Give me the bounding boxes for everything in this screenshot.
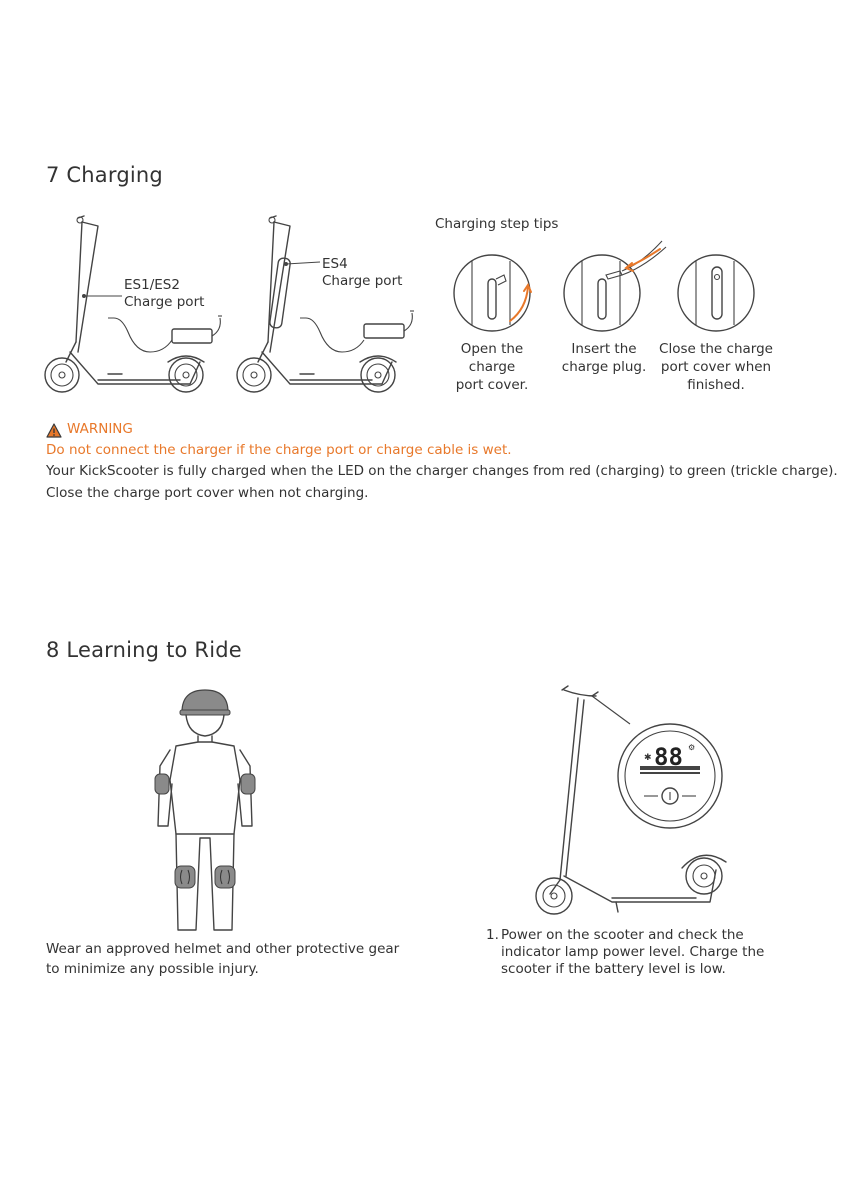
riding-section-title: 8 Learning to Ride [46,638,242,662]
charging-section-title: 7 Charging [46,163,163,187]
warning-heading: WARNING [67,421,133,437]
scooter-es4-illustration [232,212,422,397]
step-insert-plug-illustration [562,253,672,333]
riding-step-1-number: 1. [486,927,499,943]
charging-tips-title: Charging step tips [435,216,559,232]
es1-charge-port-label: Charge port [124,294,205,310]
riding-step-1-line-3: scooter if the battery level is low. [501,961,726,977]
es4-charge-port-label: Charge port [322,273,403,289]
step-2-caption: Insert the charge plug. [561,341,647,375]
charging-info-line-1: Your KickScooter is fully charged when the LED on the charger changes from red (charging) to green (trickle charge). [46,463,838,479]
step-open-cover-illustration [452,253,532,333]
protective-gear-line-2: to minimize any possible injury. [46,961,259,977]
scooter-dashboard-illustration [520,680,760,920]
rider-protective-gear-illustration [150,686,260,936]
es1-model-label: ES1/ES2 [124,277,180,293]
warning-text: Do not connect the charger if the charge port or charge cable is wet. [46,442,512,458]
step-3-caption: Close the charge port cover when finished. [659,341,773,393]
charging-info-line-2: Close the charge port cover when not charging. [46,485,369,501]
step-1-caption: Open the charge port cover. [455,341,529,393]
protective-gear-line-1: Wear an approved helmet and other protective gear [46,941,400,957]
step-close-cover-illustration [676,253,756,333]
warning-icon [46,423,62,438]
riding-step-1-line-2: indicator lamp power level. Charge the [501,944,765,960]
dashboard-speed-digits: 88 [654,743,683,771]
svg-text:⚙: ⚙ [688,743,696,752]
svg-text:✱: ✱ [644,753,652,763]
riding-step-1-line-1: Power on the scooter and check the [501,927,744,943]
es4-model-label: ES4 [322,256,348,272]
